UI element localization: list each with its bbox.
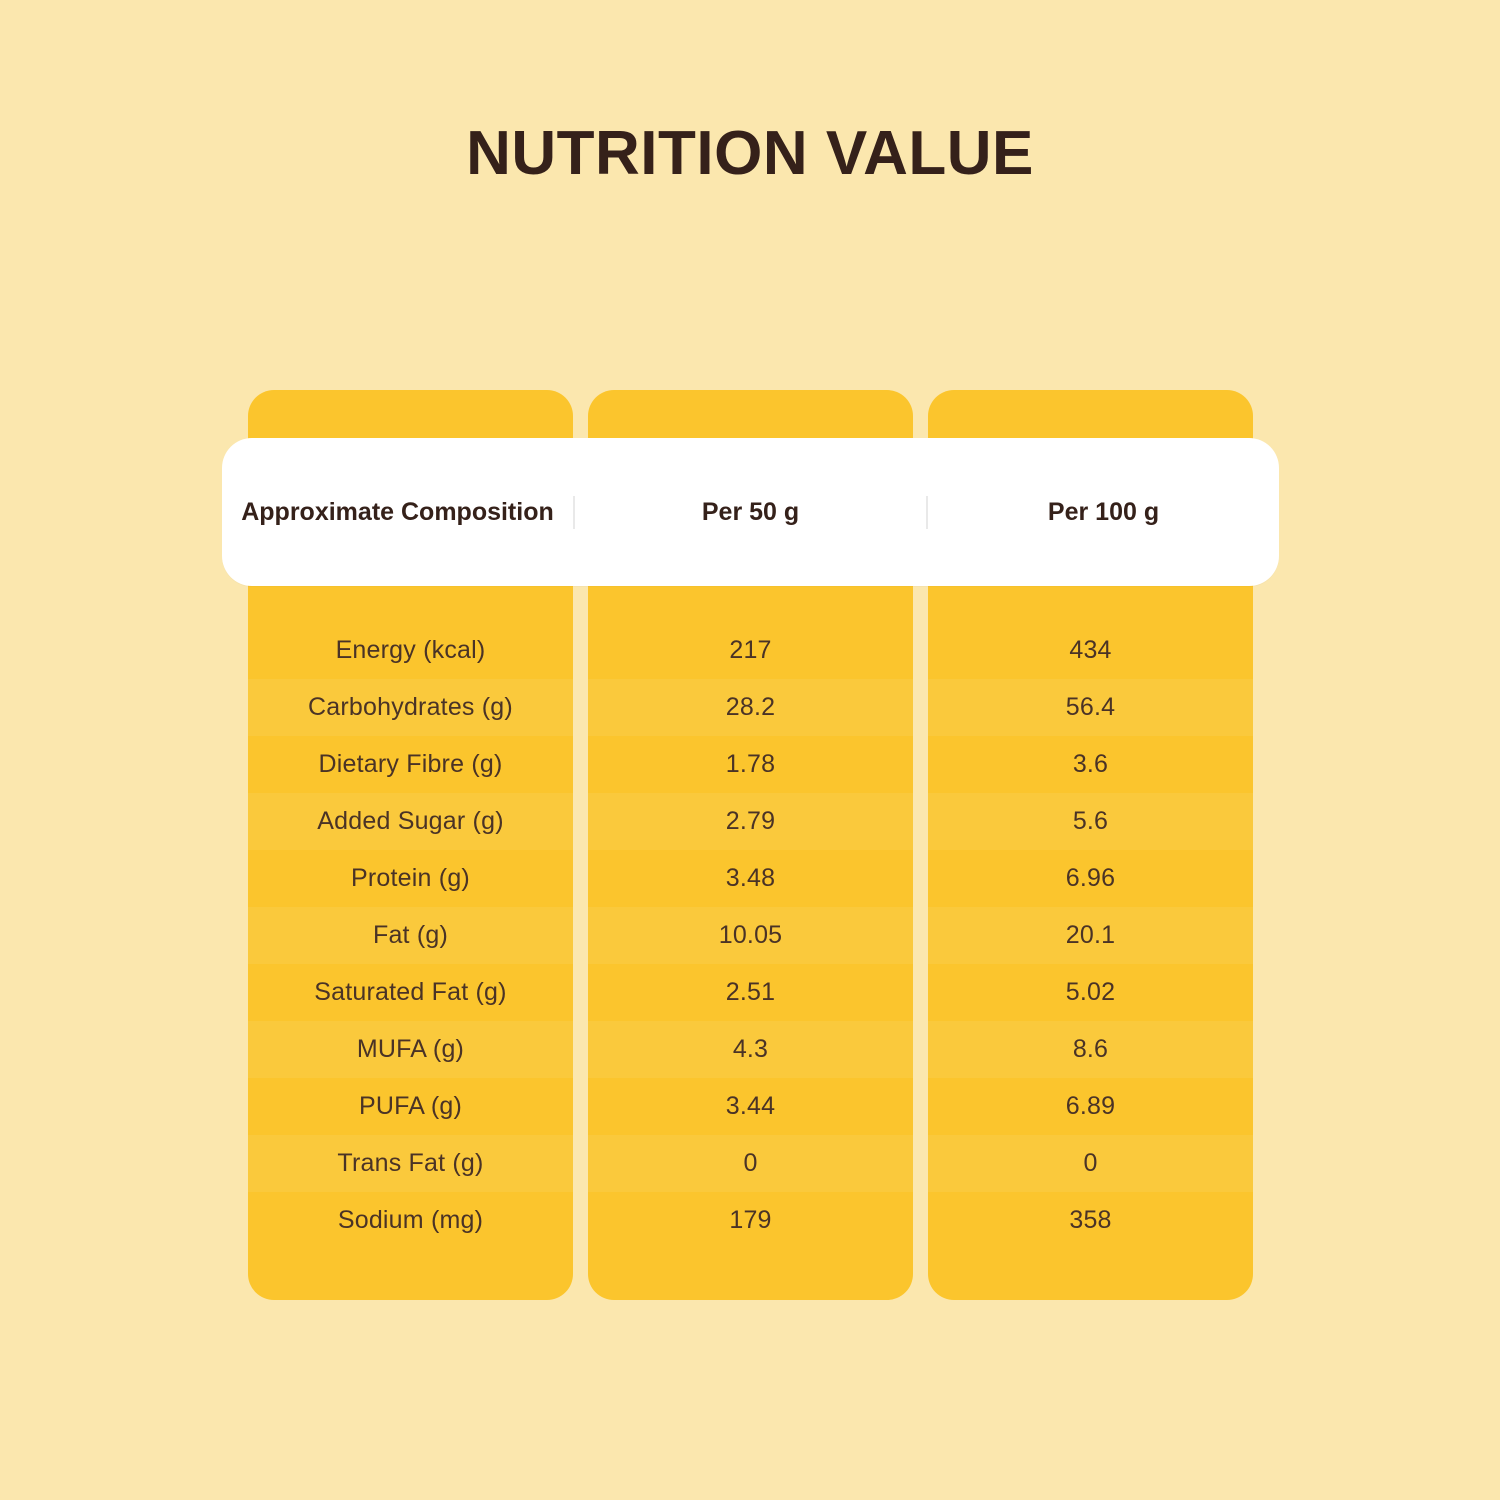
row-value-per-100g: 56.4 (928, 679, 1253, 736)
table-row (248, 1192, 1253, 1249)
row-label: Carbohydrates (g) (248, 679, 573, 736)
row-value-per-50g: 0 (588, 1135, 913, 1192)
row-value-per-100g: 358 (1069, 1206, 1112, 1234)
row-value-per-50g: 2.51 (725, 978, 776, 1006)
row-value-per-100g: 5.6 (928, 793, 1253, 850)
table-body (248, 622, 1253, 1249)
row-value-per-100g: 6.89 (1065, 1092, 1116, 1120)
table-header (222, 438, 1279, 586)
row-label: Trans Fat (g) (248, 1135, 573, 1192)
row-value-per-50g: 1.78 (725, 750, 776, 778)
row-value-per-50g: 179 (729, 1206, 772, 1234)
column-header-per-50g: Per 50 g (573, 496, 926, 529)
row-value-per-100g: 3.6 (1072, 750, 1109, 778)
row-label: Fat (g) (248, 907, 573, 964)
row-value-per-50g: 3.44 (725, 1092, 776, 1120)
row-label: PUFA (g) (358, 1092, 463, 1120)
row-label: MUFA (g) (248, 1021, 573, 1078)
row-value-per-100g: 8.6 (928, 1021, 1253, 1078)
row-value-per-100g: 0 (928, 1135, 1253, 1192)
page-title: NUTRITION VALUE (466, 119, 1034, 188)
row-value-per-50g: 3.48 (725, 864, 776, 892)
nutrition-table (241, 390, 1253, 1300)
column-header-composition: Approximate Composition (241, 497, 554, 526)
table-row (248, 1135, 1253, 1192)
row-label: Added Sugar (g) (248, 793, 573, 850)
table-row (248, 679, 1253, 736)
row-label: Energy (kcal) (335, 636, 486, 664)
row-value-per-100g: 20.1 (928, 907, 1253, 964)
table-row (248, 1021, 1253, 1078)
row-value-per-100g: 5.02 (1065, 978, 1116, 1006)
table-row (248, 850, 1253, 907)
table-row (248, 736, 1253, 793)
row-value-per-50g: 217 (729, 636, 772, 664)
row-value-per-50g: 4.3 (588, 1021, 913, 1078)
row-value-per-100g: 434 (1069, 636, 1112, 664)
table-row (248, 622, 1253, 679)
row-value-per-50g: 10.05 (588, 907, 913, 964)
row-label: Protein (g) (351, 864, 470, 892)
table-row (248, 907, 1253, 964)
row-value-per-100g: 6.96 (1065, 864, 1116, 892)
row-value-per-50g: 2.79 (588, 793, 913, 850)
row-label: Sodium (mg) (337, 1206, 484, 1234)
row-label: Saturated Fat (g) (314, 978, 507, 1006)
table-row (248, 793, 1253, 850)
table-row (248, 1078, 1253, 1135)
row-label: Dietary Fibre (g) (318, 750, 503, 778)
column-header-per-100g: Per 100 g (926, 496, 1279, 529)
table-row (248, 964, 1253, 1021)
row-value-per-50g: 28.2 (588, 679, 913, 736)
